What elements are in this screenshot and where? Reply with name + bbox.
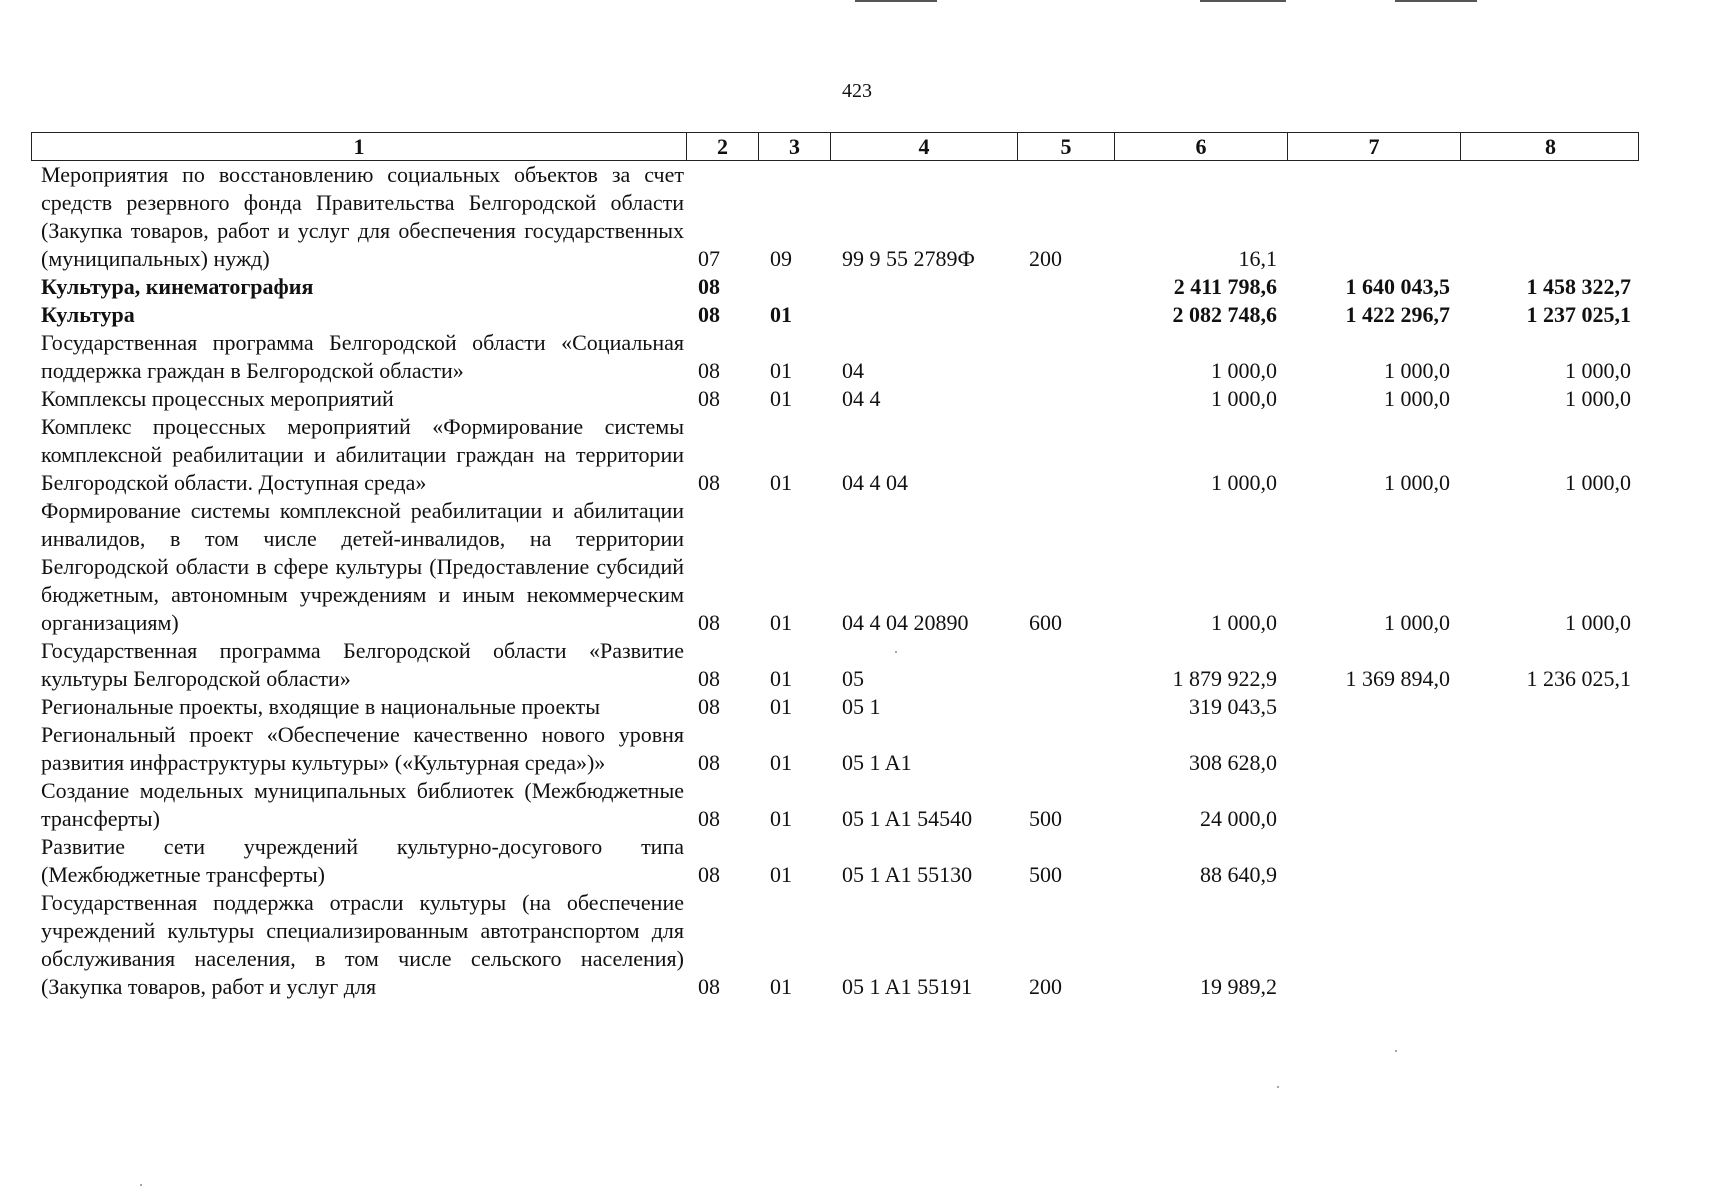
page-number: 423: [842, 80, 872, 102]
cell-amount-8: 1 458 322,7: [1526, 274, 1631, 299]
cell-amount-8: 1 237 025,1: [1526, 302, 1631, 327]
cell-amount-8: 1 000,0: [1565, 358, 1631, 383]
cell-amount-8: 1 236 025,1: [1526, 666, 1631, 691]
cell-amount-6: 19 989,2: [1200, 974, 1277, 999]
table-row: [31, 497, 1639, 637]
row-name: Культура, кинематография: [41, 274, 314, 299]
cell-amount-7: 1 369 894,0: [1345, 666, 1450, 691]
row-name: Развитие сети учреждений культурно-досугового типа (Межбюджетные трансферты): [41, 834, 684, 887]
cell-amount-6: 24 000,0: [1200, 806, 1277, 831]
cell-section: 08: [698, 358, 720, 383]
column-header: 8: [1545, 133, 1556, 159]
cell-section: 07: [698, 246, 720, 271]
column-header: 2: [687, 133, 759, 160]
table-row: [31, 413, 1639, 497]
cell-section: 08: [698, 302, 720, 327]
column-header: 1: [32, 133, 687, 160]
row-name: Культура: [41, 302, 135, 327]
cell-section: 08: [698, 750, 720, 775]
column-header: 5: [1018, 133, 1115, 160]
cell-target-article: 05 1 A1 55191: [842, 974, 973, 999]
cell-amount-6: 2 411 798,6: [1173, 274, 1277, 299]
table-row: [31, 693, 1639, 721]
table-row: [31, 329, 1639, 385]
table-row: [31, 637, 1639, 693]
table-row: [31, 301, 1639, 329]
cell-subsection: 01: [770, 750, 792, 775]
scan-speck: [1277, 1086, 1279, 1088]
cell-amount-6: 1 000,0: [1211, 470, 1277, 495]
cell-section: 08: [698, 274, 720, 299]
cell-amount-7: 1 640 043,5: [1345, 274, 1450, 299]
cell-target-article: 05 1 A1 55130: [842, 862, 973, 887]
row-name: Региональный проект «Обеспечение качественно нового уровня развития инфраструктуры культуры» («Культурная среда»)»: [41, 722, 684, 775]
cell-expense-type: 200: [1029, 246, 1062, 271]
column-header: 7: [1288, 133, 1461, 160]
cell-target-article: 99 9 55 2789Ф: [842, 246, 975, 271]
cell-target-article: 04: [842, 358, 864, 383]
cell-subsection: 01: [770, 470, 792, 495]
row-name: Комплекс процессных мероприятий «Формирование системы комплексной реабилитации и абилитации граждан на территории Белгородской области. Доступная среда»: [41, 414, 684, 495]
cell-amount-6: 1 000,0: [1211, 386, 1277, 411]
cell-subsection: 01: [770, 694, 792, 719]
cell-subsection: 01: [770, 862, 792, 887]
cell-section: 08: [698, 610, 720, 635]
cell-amount-6: 1 000,0: [1211, 610, 1277, 635]
cell-subsection: 01: [770, 666, 792, 691]
cell-amount-8: 1 000,0: [1565, 386, 1631, 411]
cell-expense-type: 500: [1029, 862, 1062, 887]
cell-subsection: 01: [770, 974, 792, 999]
row-name: Создание модельных муниципальных библиотек (Межбюджетные трансферты): [41, 778, 684, 831]
cell-amount-7: 1 422 296,7: [1345, 302, 1450, 327]
cell-subsection: 01: [770, 610, 792, 635]
cell-section: 08: [698, 666, 720, 691]
cell-expense-type: 200: [1029, 974, 1062, 999]
cell-amount-6: 2 082 748,6: [1172, 302, 1277, 327]
row-name: Мероприятия по восстановлению социальных объектов за счет средств резервного фонда Правительства Белгородской области (Закупка товаров, работ и услуг для обеспечения государственных (муниципальных) нужд): [41, 162, 684, 271]
cell-section: 08: [698, 806, 720, 831]
cell-section: 08: [698, 974, 720, 999]
row-name: Государственная поддержка отрасли культуры (на обеспечение учреждений культуры специализированным автотранспортом для обслуживания населения, в том числе сельского населения) (Закупка товаров, работ и услуг для: [41, 890, 684, 999]
scan-artifact-line: [1395, 0, 1477, 2]
cell-expense-type: 500: [1029, 806, 1062, 831]
table-row: [31, 721, 1639, 777]
scan-speck: [895, 651, 897, 653]
cell-section: 08: [698, 862, 720, 887]
cell-amount-6: 308 628,0: [1189, 750, 1277, 775]
cell-section: 08: [698, 694, 720, 719]
cell-amount-7: 1 000,0: [1384, 470, 1450, 495]
cell-target-article: 05 1 A1 54540: [842, 806, 973, 831]
cell-amount-6: 1 879 922,9: [1172, 666, 1277, 691]
cell-amount-7: 1 000,0: [1384, 386, 1450, 411]
cell-target-article: 05: [842, 666, 864, 691]
scan-speck: [140, 1184, 142, 1186]
table-row: [31, 777, 1639, 833]
row-name: Формирование системы комплексной реабилитации и абилитации инвалидов, в том числе детей-инвалидов, на территории Белгородской области в сфере культуры (Предоставление субсидий бюджетным, автономным учреждениям и иным некоммерческим организациям): [41, 498, 684, 635]
cell-target-article: 05 1 A1: [842, 750, 912, 775]
cell-target-article: 04 4: [842, 386, 881, 411]
row-name: Региональные проекты, входящие в национальные проекты: [41, 694, 601, 719]
cell-subsection: 01: [770, 806, 792, 831]
cell-subsection: 09: [770, 246, 792, 271]
table-body: [31, 161, 1639, 1001]
column-header: 3: [759, 133, 831, 160]
cell-amount-6: 16,1: [1238, 246, 1277, 271]
row-name: Государственная программа Белгородской области «Развитие культуры Белгородской области»: [41, 638, 684, 691]
cell-amount-6: 319 043,5: [1189, 694, 1277, 719]
scan-speck: [1395, 1050, 1397, 1052]
table-row: [31, 833, 1639, 889]
cell-amount-7: 1 000,0: [1384, 610, 1450, 635]
table-row: [31, 385, 1639, 413]
cell-amount-6: 1 000,0: [1211, 358, 1277, 383]
cell-amount-6: 88 640,9: [1200, 862, 1277, 887]
cell-section: 08: [698, 470, 720, 495]
table-row: [31, 161, 1639, 273]
cell-target-article: 05 1: [842, 694, 881, 719]
cell-subsection: 01: [770, 358, 792, 383]
column-header: 4: [831, 133, 1018, 160]
scan-artifact-line: [855, 0, 937, 2]
cell-section: 08: [698, 386, 720, 411]
cell-subsection: 01: [770, 302, 792, 327]
table-header: [31, 132, 1639, 161]
cell-target-article: 04 4 04: [842, 470, 908, 495]
table-row: [31, 273, 1639, 301]
cell-expense-type: 600: [1029, 610, 1062, 635]
row-name: Комплексы процессных мероприятий: [41, 386, 394, 411]
cell-amount-8: 1 000,0: [1565, 470, 1631, 495]
scan-artifact-line: [1200, 0, 1286, 2]
row-name: Государственная программа Белгородской области «Социальная поддержка граждан в Белгородской области»: [41, 330, 684, 383]
cell-amount-8: 1 000,0: [1565, 610, 1631, 635]
cell-amount-7: 1 000,0: [1384, 358, 1450, 383]
column-header: 6: [1115, 133, 1288, 160]
cell-target-article: 04 4 04 20890: [842, 610, 969, 635]
table-row: [31, 889, 1639, 1001]
cell-subsection: 01: [770, 386, 792, 411]
